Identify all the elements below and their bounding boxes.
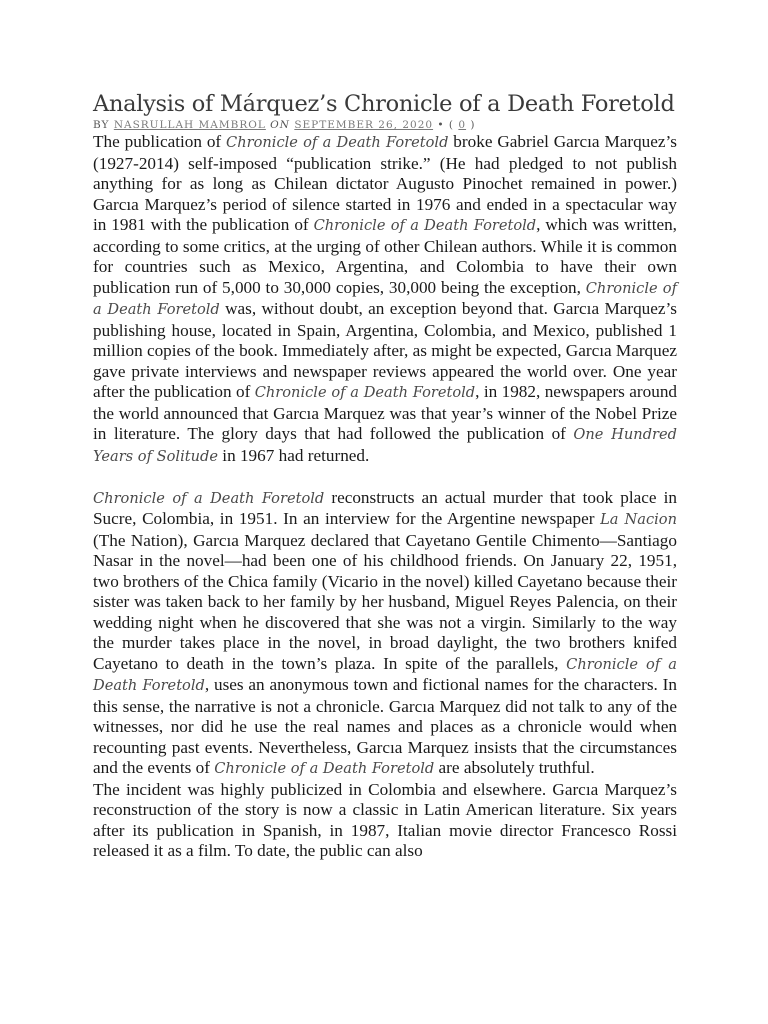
newspaper-title: La Nacion [600, 511, 677, 528]
text-run: broke Gabriel Garcıa Marquez’s (1927-2014) self-imposed “publication strike.” (He had pledged to not publish anything for as long as Chilean dictator Augusto Pinochet remained in power.) Garcıa Marquez’s period of silence started in 1976 and ended in a spectacular way in 1981 with the publication of [93, 132, 677, 234]
book-title: Chronicle of a Death Foretold [313, 217, 537, 234]
article-title: Analysis of Márquez’s Chronicle of a Death Foretold [93, 91, 675, 117]
byline-by: BY [93, 119, 114, 131]
byline-on: ON [265, 119, 295, 131]
book-title: Chronicle of a Death Foretold [93, 279, 677, 318]
text-run: was, without doubt, an exception beyond that. Garcıa Marquez’s publishing house, located in Spain, Argentina, Colombia, and Mexico, published 1 million copies of the book. Immediately after, as might be expected, Garcıa Marquez gave private interviews and newspaper reviews appeared the world over. One year after the publication of [93, 299, 677, 401]
text-run: , uses an anonymous town and fictional names for the characters. In this sense, the narrative is not a chronicle. Garcıa Marquez did not talk to any of the witnesses, nor did he use the real names and places as a chronicle would when recounting past events. Nevertheless, Garcıa Marquez insists that the circumstances and the events of [93, 675, 677, 777]
paragraph-2 [93, 488, 677, 780]
text-run: reconstructs an actual murder that took place in Sucre, Colombia, in 1951. In an interview for the Argentine newspaper [93, 487, 677, 528]
text-run: are absolutely truthful. [434, 758, 595, 777]
byline [93, 119, 677, 132]
paragraph-1 [93, 132, 677, 467]
article-body [93, 132, 677, 862]
text-run: in 1967 had returned. [218, 445, 370, 465]
book-title: Chronicle of a Death Foretold [93, 655, 677, 694]
book-title: Chronicle of a Death Foretold [214, 760, 435, 777]
date-link[interactable]: SEPTEMBER 26, 2020 [294, 119, 434, 131]
paragraph-3 [93, 780, 677, 862]
text-run: The incident was highly publicized in Colombia and elsewhere. Garcıa Marquez’s reconstruction of the story is now a classic in Latin American literature. Six years after its publication in Spanish, in 1987, Italian movie director Francesco Rossi released it as a film. To date, the public can also [93, 779, 677, 860]
book-title: Chronicle of a Death Foretold [93, 489, 325, 507]
comments-count-link[interactable]: 0 [458, 119, 467, 131]
text-run: The publication of [93, 132, 227, 151]
text-run: , in 1982, newspapers around the world announced that Garcıa Marquez was that year’s winner of the Nobel Prize in literature. The glory days that had followed the publication of [93, 382, 678, 443]
byline-close: ) [466, 119, 476, 131]
text-run: (The Nation), Garcıa Marquez declared that Cayetano Gentile Chimento—Santiago Nasar in the novel—had been one of his childhood friends. On January 22, 1951, two brothers of the Chica family (Vicario in the novel) killed Cayetano because their sister was taken back to her family by her husband, Miguel Reyes Palencia, on their wedding night when he discovered that she was not a virgin. Similarly to the way the murder takes place in the novel, in broad daylight, the two brothers knifed Cayetano to death in the town’s plaza. In spite of the parallels, [93, 530, 677, 673]
book-title: Chronicle of a Death Foretold [226, 134, 449, 151]
book-title: Chronicle of a Death Foretold [254, 384, 476, 401]
book-title: One Hundred Years of Solitude [93, 426, 677, 465]
byline-separator: • ( [433, 119, 459, 131]
text-run: , which was written, according to some critics, at the urging of other Chilean authors. While it is common for countries such as Mexico, Argentina, and Colombia to have their own publication run of 5,000 to 30,000 copies, 30,000 being the exception, [93, 215, 677, 297]
author-link[interactable]: NASRULLAH MAMBROL [113, 119, 266, 131]
